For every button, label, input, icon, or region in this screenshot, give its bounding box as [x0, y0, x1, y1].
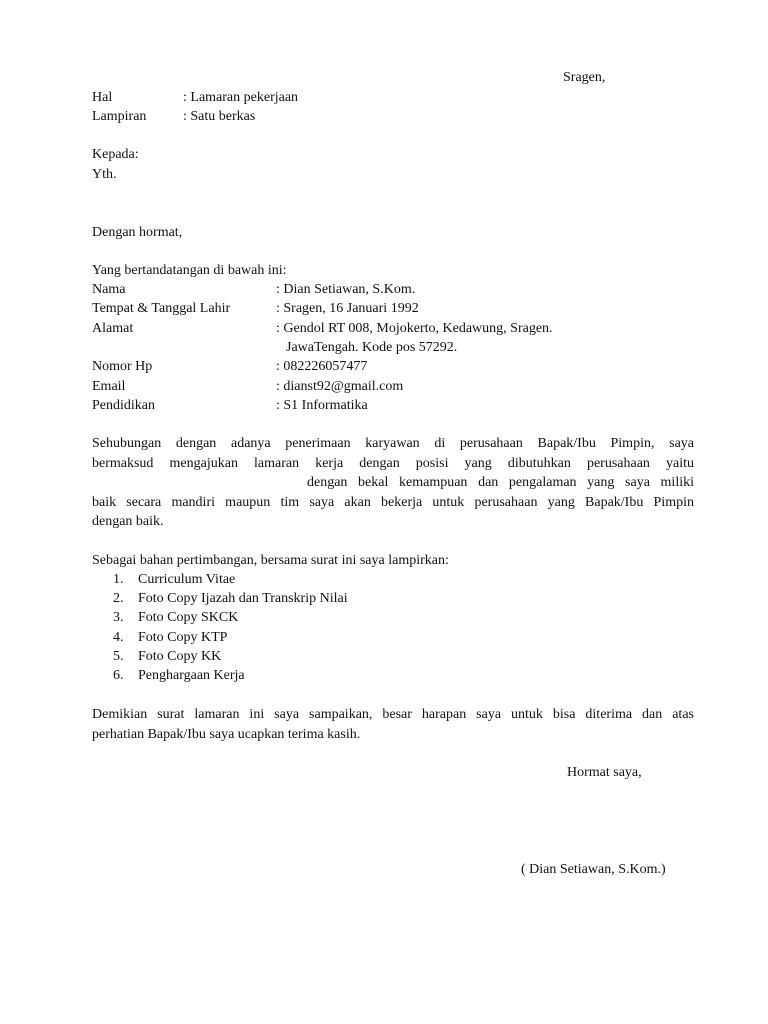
birth-label: Tempat & Tanggal Lahir: [92, 301, 231, 316]
address-value-line1: : Gendol RT 008, Mojokerto, Kedawung, Sragen.: [276, 321, 553, 336]
attachment-value: : Satu berkas: [183, 109, 256, 124]
body-line-4: baik secara mandiri maupun tim saya akan bekerja untuk perusahaan yang Bapak/Ibu Pimpin: [92, 494, 694, 510]
body-line-2: bermaksud mengajukan lamaran kerja dengan posisi yang dibutuhkan perusahaan yaitu: [92, 455, 694, 471]
attachment-item-5-text: Foto Copy KK: [138, 649, 222, 664]
signature-name: ( Dian Setiawan, S.Kom.): [521, 862, 666, 877]
body-line-1: Sehubungan dengan adanya penerimaan karyawan di perusahaan Bapak/Ibu Pimpin, saya: [92, 436, 694, 451]
subject-value: : Lamaran pekerjaan: [183, 90, 299, 105]
attachment-label: Lampiran: [92, 109, 147, 124]
email-label: Email: [92, 379, 126, 394]
closing-line-2: perhatian Bapak/Ibu saya ucapkan terima kasih.: [92, 726, 361, 742]
attachment-item-6-text: Penghargaan Kerja: [138, 668, 245, 683]
subject-label: Hal: [92, 90, 113, 105]
name-value: : Dian Setiawan, S.Kom.: [276, 282, 416, 297]
recipient-to-label: Kepada:: [92, 147, 139, 162]
attachment-item-1-number: 1.: [113, 572, 124, 587]
attachment-item-3-text: Foto Copy SKCK: [138, 610, 239, 625]
attachment-item-3-number: 3.: [113, 610, 124, 625]
education-label: Pendidikan: [92, 398, 155, 413]
attachment-item-1-text: Curriculum Vitae: [138, 572, 236, 587]
attachment-item-6-number: 6.: [113, 668, 124, 683]
attachment-item-4-number: 4.: [113, 630, 124, 645]
attachment-item-4-text: Foto Copy KTP: [138, 630, 228, 645]
attachment-item-2-text: Foto Copy Ijazah dan Transkrip Nilai: [138, 591, 348, 606]
address-value-line2: JawaTengah. Kode pos 57292.: [286, 340, 458, 355]
body-line-5: dengan baik.: [92, 514, 164, 529]
intro-line: Yang bertandatangan di bawah ini:: [92, 263, 287, 278]
recipient-honorific: Yth.: [92, 167, 117, 182]
greeting: Dengan hormat,: [92, 225, 183, 240]
attachment-item-2-number: 2.: [113, 591, 124, 606]
body-paragraph: [92, 434, 694, 532]
email-value: : dianst92@gmail.com: [276, 379, 404, 394]
education-value: : S1 Informatika: [276, 398, 368, 413]
address-label: Alamat: [92, 321, 134, 336]
closing-salutation: Hormat saya,: [567, 765, 642, 780]
birth-value: : Sragen, 16 Januari 1992: [276, 301, 419, 316]
place-date: Sragen,: [563, 70, 606, 85]
closing-paragraph: [92, 705, 694, 744]
attachments-intro: Sebagai bahan pertimbangan, bersama surat ini saya lampirkan:: [92, 553, 449, 568]
body-line-3: dengan bekal kemampuan dan pengalaman yang saya miliki: [307, 475, 694, 490]
name-label: Nama: [92, 282, 126, 297]
phone-label: Nomor Hp: [92, 359, 153, 374]
attachment-item-5-number: 5.: [113, 649, 124, 664]
phone-value: : 082226057477: [276, 359, 368, 374]
closing-line-1: Demikian surat lamaran ini saya sampaikan, besar harapan saya untuk bisa diterima dan atas: [92, 707, 694, 722]
